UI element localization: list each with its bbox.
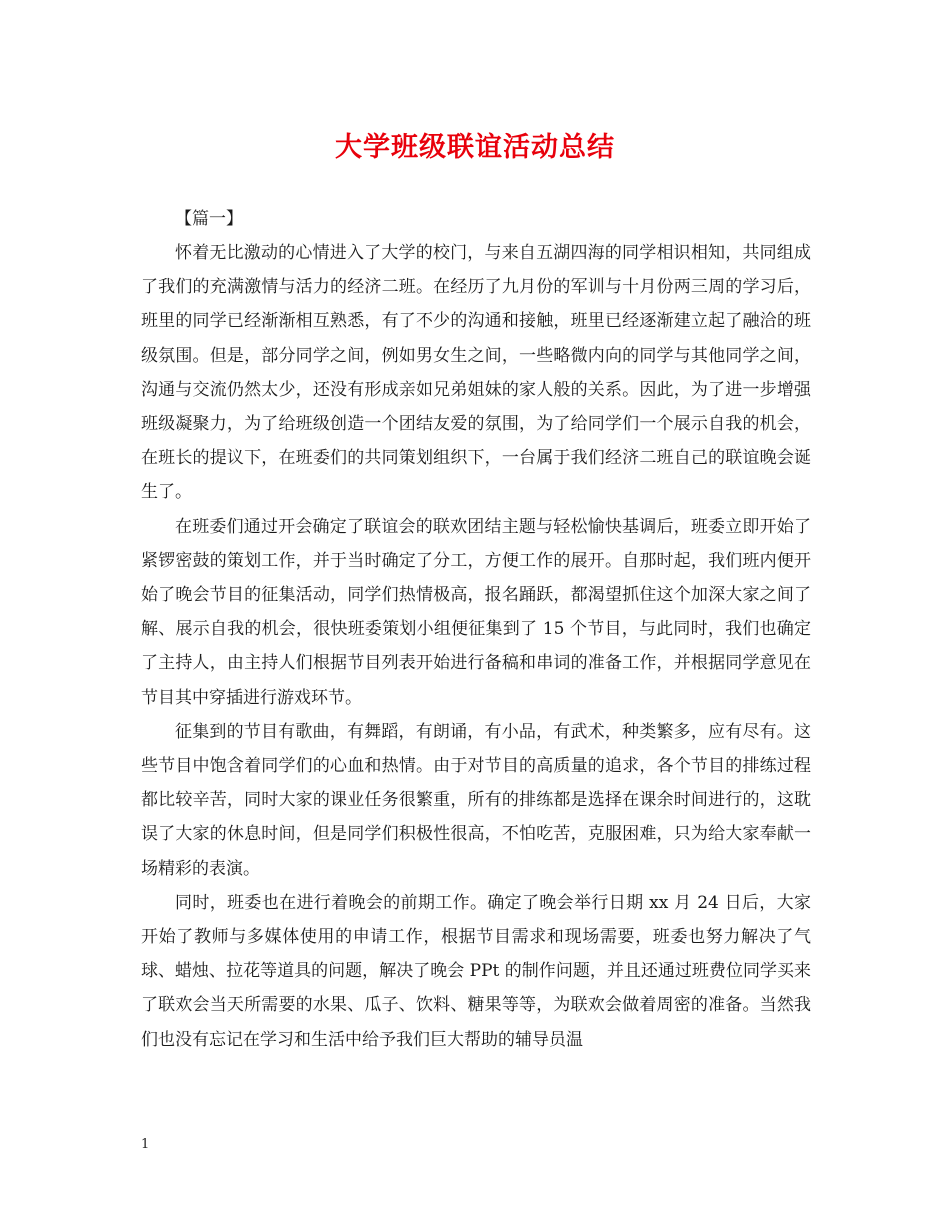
document-title: 大学班级联谊活动总结 xyxy=(335,132,615,163)
document-body xyxy=(141,202,811,1057)
paragraph-4: 同时，班委也在进行着晚会的前期工作。确定了晚会举行日期 xx 月 24 日后，大家开始了教师与多媒体使用的申请工作，根据节目需求和现场需要，班委也努力解决了气球、蜡烛、拉花等道具的问题，解决了晚会 PPt 的制作问题，并且还通过班费位同学买来了联欢会当天所需要的水果、瓜子、饮料、糖果等等，为联欢会做着周密的准备。当然我们也没有忘记在学习和生活中给予我们巨大帮助的辅导员温 xyxy=(141,892,811,1050)
paragraph-2: 在班委们通过开会确定了联谊会的联欢团结主题与轻松愉快基调后，班委立即开始了紧锣密鼓的策划工作，并于当时确定了分工，方便工作的展开。自那时起，我们班内便开始了晚会节目的征集活动，同学们热情极高，报名踊跃，都渴望抓住这个加深大家之间了解、展示自我的机会，很快班委策划小组便征集到了 15 个节目，与此同时，我们也确定了主持人，由主持人们根据节目列表开始进行备稿和串词的准备工作，并根据同学意见在节目其中穿插进行游戏环节。 xyxy=(141,516,811,708)
page-number: 1 xyxy=(141,1137,150,1152)
paragraph-1: 怀着无比激动的心情进入了大学的校门，与来自五湖四海的同学相识相知，共同组成了我们的充满激情与活力的经济二班。在经历了九月份的军训与十月份两三周的学习后，班里的同学已经渐渐相互熟悉，有了不少的沟通和接触，班里已经逐渐建立起了融洽的班级氛围。但是，部分同学之间，例如男女生之间，一些略微内向的同学与其他同学之间，沟通与交流仍然太少，还没有形成亲如兄弟姐妹的家人般的关系。因此，为了进一步增强班级凝聚力，为了给班级创造一个团结友爱的氛围，为了给同学们一个展示自我的机会，在班长的提议下，在班委们的共同策划组织下，一台属于我们经济二班自己的联谊晚会诞生了。 xyxy=(141,243,811,503)
section-label: 【篇一】 xyxy=(175,209,243,229)
paragraph-3: 征集到的节目有歌曲，有舞蹈，有朗诵，有小品，有武术，种类繁多，应有尽有。这些节目中饱含着同学们的心血和热情。由于对节目的高质量的追求，各个节目的排练过程都比较辛苦，同时大家的课业任务很繁重，所有的排练都是选择在课余时间进行的，这耽误了大家的休息时间，但是同学们积极性很高，不怕吃苦，克服困难，只为给大家奉献一场精彩的表演。 xyxy=(141,721,811,879)
